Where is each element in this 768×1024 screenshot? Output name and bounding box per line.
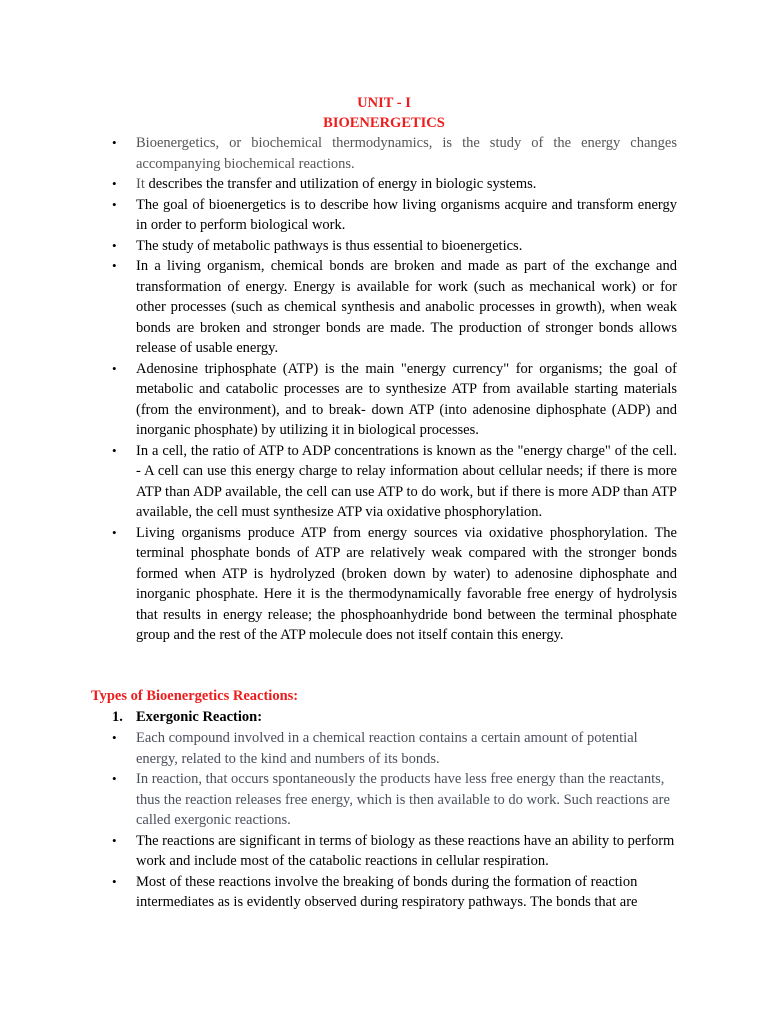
numbered-heading-number: 1. — [112, 709, 123, 725]
bullet-icon: • — [112, 237, 117, 253]
bullet-icon: • — [112, 771, 117, 786]
bullet-text: Most of these reactions involve the breaking of bonds during the formation of reaction intermediates as is evidently observed during respiratory pathways. The bonds that are — [136, 873, 638, 910]
intro-bullet-list — [110, 133, 677, 646]
list-item — [110, 195, 677, 236]
list-item — [110, 831, 677, 872]
bullet-icon: • — [112, 360, 117, 376]
exergonic-bullet-list — [110, 728, 677, 913]
list-item — [110, 359, 677, 441]
bullet-text: The goal of bioenergetics is to describe how living organisms acquire and transform energy in order to perform biological work. — [136, 196, 677, 233]
bullet-text: Living organisms produce ATP from energy sources via oxidative phosphorylation. The terminal phosphate bonds of ATP are relatively weak compared with the stronger bonds formed when ATP is hydrolyzed (broken down by water) to adenosine diphosphate and inorganic phosphate. Here it is the thermodynamically favorable free energy of hydrolysis that results in energy release; the phosphoanhydride bond between the terminal phosphate group and the rest of the ATP molecule does not itself contain this energy. — [136, 524, 677, 643]
section-title: Types of Bioenergetics Reactions: — [91, 688, 299, 704]
bullet-icon: • — [112, 258, 117, 273]
bullet-icon: • — [112, 196, 117, 212]
bullet-text: describes the transfer and utilization of energy in biologic systems. — [144, 176, 537, 192]
bullet-icon: • — [112, 873, 117, 889]
list-item — [110, 441, 677, 523]
list-item — [110, 728, 677, 769]
list-item — [110, 174, 677, 195]
list-item — [110, 523, 677, 646]
bullet-icon: • — [112, 524, 117, 540]
list-item — [110, 236, 677, 257]
list-item — [110, 872, 677, 913]
main-title: BIOENERGETICS — [323, 115, 445, 131]
bullet-text: Bioenergetics, or biochemical thermodynamics, is the study of the energy changes accompanying biochemical reactions. — [136, 135, 677, 172]
bullet-text: In a living organism, chemical bonds are broken and made as part of the exchange and transformation of energy. Energy is available for work (such as mechanical work) or for other processes (such as chemical synthesis and anabolic processes in growth), when weak bonds are broken and stronger bonds are made. The production of stronger bonds allows release of usable energy. — [136, 258, 677, 356]
bullet-icon: • — [112, 832, 117, 848]
bullet-icon: • — [112, 135, 117, 150]
bullet-lead: It — [136, 176, 145, 192]
bullet-text: The reactions are significant in terms of biology as these reactions have an ability to perform work and include most of the catabolic reactions in cellular respiration. — [136, 832, 675, 869]
bullet-text: In reaction, that occurs spontaneously the products have less free energy than the reactants, thus the reaction releases free energy, which is then available to do work. Such reactions are called exergonic reactions. — [136, 771, 670, 828]
bullet-icon: • — [112, 442, 117, 458]
numbered-heading-label: Exergonic Reaction: — [136, 709, 263, 725]
numbered-heading — [112, 707, 262, 727]
list-item — [110, 769, 677, 831]
bullet-icon: • — [112, 730, 117, 745]
list-item — [110, 133, 677, 174]
unit-title: UNIT - I — [357, 95, 411, 111]
list-item — [110, 256, 677, 359]
bullet-text: The study of metabolic pathways is thus essential to bioenergetics. — [136, 237, 523, 254]
bullet-text: Each compound involved in a chemical reaction contains a certain amount of potential energy, related to the kind and numbers of its bonds. — [136, 730, 638, 767]
bullet-icon: • — [112, 176, 117, 191]
bullet-text: In a cell, the ratio of ATP to ADP concentrations is known as the "energy charge" of the cell. - A cell can use this energy charge to relay information about cellular needs; if there is more ATP than ADP available, the cell can use ATP to do work, but if there is more ADP than ATP available, the cell must synthesize ATP via oxidative phosphorylation. — [136, 442, 677, 520]
bullet-text: Adenosine triphosphate (ATP) is the main "energy currency" for organisms; the goal of metabolic and catabolic processes are to synthesize ATP from available starting materials (from the environment), and to break- down ATP (into adenosine diphosphate (ADP) and inorganic phosphate) by utilizing it in biological processes. — [136, 360, 677, 438]
